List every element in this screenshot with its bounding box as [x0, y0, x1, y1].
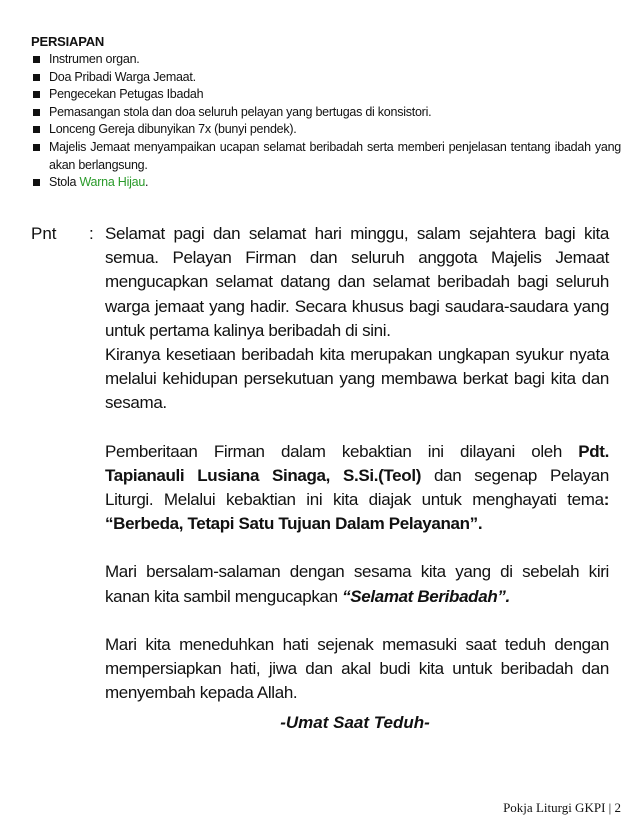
sermon-paragraph — [105, 440, 609, 537]
faithfulness-paragraph: Kiranya kesetiaan beribadah kita merupakan ungkapan syukur nyata melalui kehidupan persekutuan yang membawa berkat bagi kita dan sesama. — [105, 345, 609, 413]
list-item-text: Pemasangan stola dan doa seluruh pelayan yang bertugas di konsistori. — [49, 104, 432, 119]
speaker-colon: : — [89, 224, 94, 243]
stola-prefix: Stola — [49, 175, 80, 190]
greeting-paragraph — [105, 560, 609, 608]
sermon-intro: Pemberitaan Firman dalam kebaktian ini dilayani oleh — [105, 441, 579, 461]
list-item — [31, 86, 621, 104]
list-item — [31, 104, 621, 122]
square-bullet-icon — [33, 126, 40, 133]
list-item-stola — [31, 174, 621, 192]
square-bullet-icon — [33, 56, 40, 63]
theme-colon: : — [603, 490, 609, 510]
list-item-text: Majelis Jemaat menyampaikan ucapan selamat beribadah serta memberi penjelasan tentang ibadah yang akan berlangsung. — [49, 139, 621, 172]
persiapan-list — [31, 51, 621, 192]
square-bullet-icon — [33, 179, 40, 186]
preacher-name: Pdt. Tapianauli Lusiana Sinaga, S.Si.(Teol) — [105, 441, 609, 485]
sermon-theme: “Berbeda, Tetapi Satu Tujuan Dalam Pelayanan”. — [105, 514, 483, 534]
pnt-body — [105, 222, 609, 705]
sermon-mid: dan segenap Pelayan Liturgi. Melalui kebaktian ini kita diajak untuk menghayati tema — [105, 465, 609, 510]
square-bullet-icon — [33, 91, 40, 98]
speaker-label: Pnt — [31, 224, 57, 243]
silence-paragraph: Mari kita meneduhkan hati sejenak memasuki saat teduh dengan mempersiapkan hati, jiwa dan akal budi kita untuk beribadah dan menyembah kepada Allah. — [105, 634, 609, 703]
list-item-text: Instrumen organ. — [49, 52, 140, 66]
welcome-paragraph: Selamat pagi dan selamat hari minggu, salam sejahtera bagi kita semua. Pelayan Firman dan seluruh anggota Majelis Jemaat mengucapkan selamat datang dan selamat beribadah bagi seluruh warga jemaat yang hadir. Secara khusus bagi saudara-saudara yang untuk pertama kalinya beribadah di sini. — [105, 224, 609, 340]
square-bullet-icon — [33, 144, 40, 151]
stola-color: Warna Hijau — [79, 175, 146, 190]
greeting-intro: Mari bersalam-salaman dengan sesama kita yang di sebelah kiri kanan kita sambil mengucapkan — [105, 562, 609, 606]
greeting-phrase: “Selamat Beribadah”. — [342, 586, 510, 606]
list-item — [31, 51, 621, 69]
list-item-text: Pengecekan Petugas Ibadah — [49, 87, 204, 102]
square-bullet-icon — [33, 109, 40, 116]
list-item-text: Lonceng Gereja dibunyikan 7x (bunyi pendek). — [49, 122, 297, 137]
persiapan-section — [31, 33, 621, 192]
persiapan-title: PERSIAPAN — [31, 34, 105, 49]
list-item — [31, 69, 621, 87]
page-footer: Pokja Liturgi GKPI | 2 — [503, 800, 621, 815]
stola-suffix: . — [145, 175, 149, 190]
closing-instruction: -Umat Saat Teduh- — [280, 713, 430, 732]
square-bullet-icon — [33, 74, 40, 81]
list-item-text: Doa Pribadi Warga Jemaat. — [49, 69, 196, 84]
list-item — [31, 121, 621, 139]
list-item — [31, 139, 621, 174]
